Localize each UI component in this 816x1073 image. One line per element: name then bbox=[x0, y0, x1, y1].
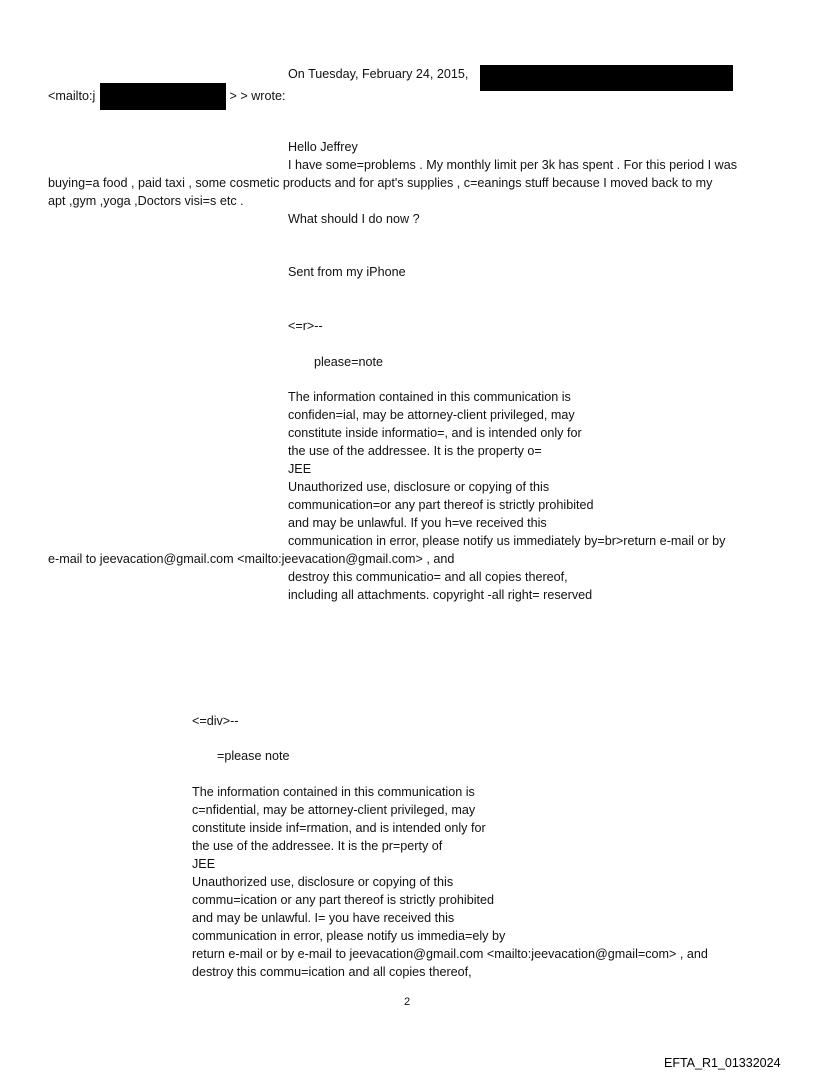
greeting: Hello Jeffrey bbox=[288, 140, 358, 154]
footer-line: commu=ication or any part thereof is strictly prohibited bbox=[192, 893, 495, 907]
footer-line: destroy this commu=ication and all copies thereof, bbox=[192, 965, 472, 979]
signature-line: Sent from my iPhone bbox=[288, 265, 406, 279]
footer-line: The information contained in this communication is bbox=[192, 785, 475, 799]
footer-line: Unauthorized use, disclosure or copying of this bbox=[192, 875, 454, 889]
footer-line: JEE bbox=[192, 857, 216, 871]
footer-line: return e-mail or by e-mail to jeevacation@gmail.com <mailto:jeevacation@gmail=com> , and bbox=[192, 947, 708, 961]
page-number: 2 bbox=[404, 996, 411, 1008]
footer-line: communication in error, please notify us immediately by=br>return e-mail or by bbox=[288, 534, 726, 548]
mailto-prefix: <mailto:j bbox=[48, 89, 96, 103]
footer-line: communication in error, please notify us immedia=ely by bbox=[192, 929, 506, 943]
footer-line: destroy this communicatio= and all copies thereof, bbox=[288, 570, 568, 584]
question-line: What should I do now ? bbox=[288, 212, 420, 226]
wrote-label: > wrote: bbox=[240, 89, 286, 103]
footer-line: communication=or any part thereof is strictly prohibited bbox=[288, 498, 594, 512]
footer-line: constitute inside informatio=, and is intended only for bbox=[288, 426, 582, 440]
footer-line: including all attachments. copyright -all right= reserved bbox=[288, 588, 593, 602]
footer-marker: <=r>-- bbox=[288, 319, 323, 333]
body-line: apt ,gym ,yoga ,Doctors visi=s etc . bbox=[48, 194, 244, 208]
bates-id: EFTA_R1_01332024 bbox=[664, 1056, 781, 1070]
body-line: buying=a food , paid taxi , some cosmetic products and for apt's supplies , c=eanings stuff because I moved back to my bbox=[48, 176, 713, 190]
redaction-block bbox=[100, 83, 226, 110]
footer-line: The information contained in this communication is bbox=[288, 390, 571, 404]
footer-line: and may be unlawful. I= you have received this bbox=[192, 911, 455, 925]
footer-marker: <=div>-- bbox=[192, 714, 239, 728]
footer-line: the use of the addressee. It is the property o= bbox=[288, 444, 542, 458]
wrote-suffix: > > wrote: bbox=[226, 89, 286, 103]
email-date-line: On Tuesday, February 24, 2015, bbox=[288, 67, 469, 81]
footer-heading: please=note bbox=[314, 355, 383, 369]
footer-line: Unauthorized use, disclosure or copying of this bbox=[288, 480, 550, 494]
redaction-block bbox=[480, 65, 733, 91]
footer-line: the use of the addressee. It is the pr=perty of bbox=[192, 839, 443, 853]
footer-line: e-mail to jeevacation@gmail.com <mailto:jeevacation@gmail.com> , and bbox=[48, 552, 455, 566]
footer-line: c=nfidential, may be attorney-client privileged, may bbox=[192, 803, 476, 817]
footer-line: constitute inside inf=rmation, and is intended only for bbox=[192, 821, 486, 835]
footer-line: and may be unlawful. If you h=ve received this bbox=[288, 516, 547, 530]
footer-line: JEE bbox=[288, 462, 312, 476]
footer-heading: =please note bbox=[217, 749, 290, 763]
footer-line: confiden=ial, may be attorney-client privileged, may bbox=[288, 408, 575, 422]
body-line: I have some=problems . My monthly limit per 3k has spent . For this period I was bbox=[288, 158, 738, 172]
